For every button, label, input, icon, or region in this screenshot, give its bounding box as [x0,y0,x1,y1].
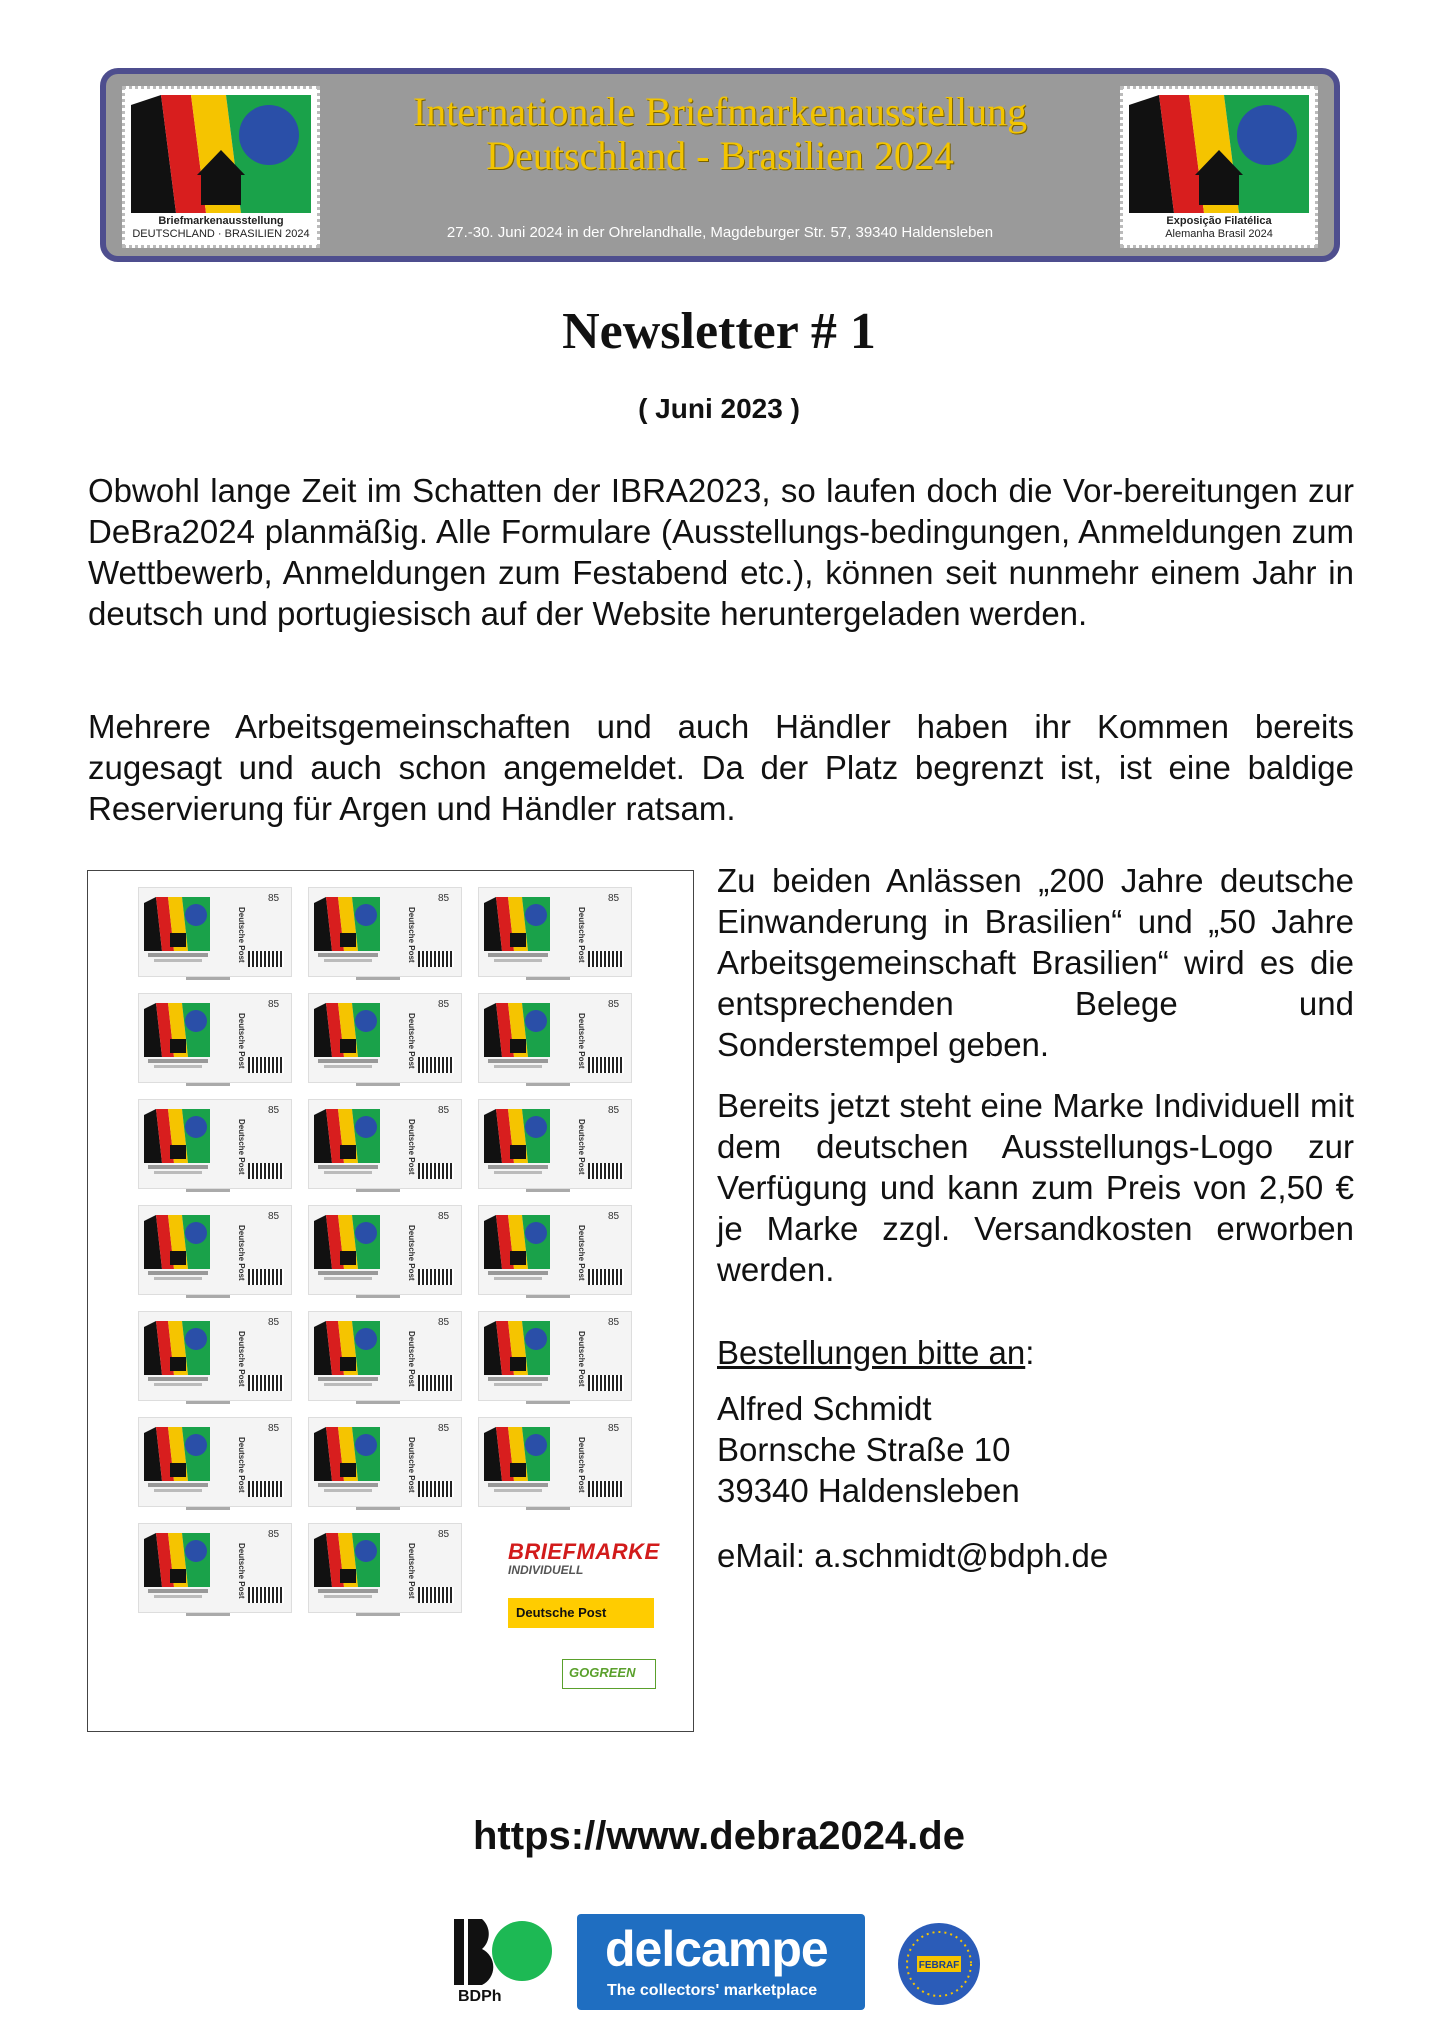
stamp-caption-bar [148,1165,208,1169]
individual-stamp [478,1311,630,1407]
stamp-art-image [144,1427,210,1481]
stamp-value: 85 [268,1529,280,1540]
dealers-paragraph: Mehrere Arbeitsgemeinschaften und auch Händler haben ihr Kommen bereits zugesagt und auch schon angemeldet. Da der Platz begrenzt ist, ist eine baldige Reservierung für Argen und Händler ratsam. [88,708,1354,827]
address-street: Bornsche Straße 10 [717,1431,1011,1468]
individual-stamp [138,1311,290,1407]
individual-stamp [138,1523,290,1619]
individual-stamp [138,887,290,983]
stamp-offer-paragraph: Bereits jetzt steht eine Marke Individuell mit dem deutschen Ausstellungs-Logo zur Verfügung und kann zum Preis von 2,50 € je Marke zzgl. Versandkosten erworben werden. [717,1087,1354,1288]
left-exhibition-stamp [122,86,320,248]
orders-label: Bestellungen bitte an [717,1334,1026,1371]
stamp-caption-bar [154,1595,202,1598]
delcampe-logo [577,1914,865,2010]
stamp-issuer: Deutsche Post [237,1013,246,1069]
stamp-matrix-code [588,1163,624,1179]
right-stamp-caption-2: Alemanha Brasil 2024 [1165,228,1273,240]
stamp-value: 85 [268,893,280,904]
stamp-issuer: Deutsche Post [237,1331,246,1387]
right-exhibition-stamp [1120,86,1318,248]
banner-title [336,90,1104,178]
stamp-art-image [144,1003,210,1057]
brand-line-1: BRIEFMARKE [508,1539,660,1564]
stamp-footer-text [186,1507,230,1510]
website-url[interactable]: https://www.debra2024.de [473,1814,965,1858]
stamp-matrix-code [418,1057,454,1073]
address-name: Alfred Schmidt [717,1390,932,1427]
right-stamp-caption-1: Exposição Filatélica [1166,215,1272,227]
email-line[interactable]: eMail: a.schmidt@bdph.de [717,1537,1109,1574]
stamp-issuer: Deutsche Post [577,1331,586,1387]
stamp-footer-text [186,1295,230,1298]
stamp-issuer: Deutsche Post [577,1437,586,1493]
individual-stamp [138,1205,290,1301]
stamp-footer-text [356,1189,400,1192]
postal-address [717,1388,1354,1511]
stamp-caption-bar [318,1589,378,1593]
stamp-caption-bar [154,1065,202,1068]
stamp-value: 85 [268,1105,280,1116]
stamp-value: 85 [438,1211,450,1222]
stamp-sheet-image [87,870,694,1732]
stamp-value: 85 [268,1317,280,1328]
left-stamp-caption-1: Briefmarkenausstellung [158,215,284,227]
stamp-value: 85 [438,1529,450,1540]
stamp-caption-bar [318,953,378,957]
gogreen-logo [562,1659,656,1689]
stamp-value: 85 [608,1423,620,1434]
gogreen-text: GOGREEN [569,1665,636,1680]
stamp-caption-bar [154,1171,202,1174]
stamp-issuer: Deutsche Post [577,1013,586,1069]
individual-stamp [138,1099,290,1195]
exhibition-banner [100,68,1340,262]
stamp-caption-bar [488,953,548,957]
brand-line-2: INDIVIDUELL [508,1563,584,1577]
stamp-matrix-code [588,1375,624,1391]
orders-colon: : [1025,1334,1035,1371]
stamp-art-image [484,1321,550,1375]
stamp-issuer: Deutsche Post [407,1331,416,1387]
stamp-caption-bar [494,1489,542,1492]
deutsche-post-text: Deutsche Post [516,1605,607,1620]
stamp-issuer: Deutsche Post [237,1119,246,1175]
stamp-caption-bar [154,959,202,962]
stamp-issuer: Deutsche Post [407,907,416,963]
stamp-art-image [314,1533,380,1587]
stamp-value: 85 [608,1105,620,1116]
stamp-matrix-code [588,1057,624,1073]
stamp-caption-bar [324,1595,372,1598]
stamp-matrix-code [588,1481,624,1497]
stamp-art-image [314,1215,380,1269]
stamp-matrix-code [418,1481,454,1497]
individual-stamp [478,993,630,1089]
stamp-caption-bar [148,1271,208,1275]
stamp-art-image [314,1003,380,1057]
stamp-art-image [144,1321,210,1375]
stamp-footer-text [356,1295,400,1298]
stamp-footer-text [526,1401,570,1404]
stamp-issuer: Deutsche Post [237,907,246,963]
stamp-matrix-code [248,1057,284,1073]
stamp-art-image [484,1427,550,1481]
stamp-footer-text [186,1083,230,1086]
stamp-caption-bar [148,1059,208,1063]
orders-heading [717,1332,1354,1373]
newsletter-title: Newsletter # 1 [562,303,876,360]
stamp-caption-bar [318,1271,378,1275]
stamp-caption-bar [154,1383,202,1386]
anniversary-paragraph: Zu beiden Anlässen „200 Jahre deutsche Einwanderung in Brasilien“ und „50 Jahre Arbeitsgemeinschaft Brasilien“ wird es die entsprechenden Belege und Sonderstempel geben. [717,862,1354,1063]
stamp-footer-text [356,1613,400,1616]
stamp-matrix-code [588,951,624,967]
individual-stamp [138,993,290,1089]
stamp-caption-bar [324,1065,372,1068]
stamp-matrix-code [248,1163,284,1179]
stamp-art-image [144,1215,210,1269]
stamp-art-image [144,1533,210,1587]
address-city: 39340 Haldensleben [717,1472,1020,1509]
stamp-caption-bar [318,1483,378,1487]
banner-title-line-1: Internationale Briefmarkenausstellung [412,89,1028,134]
stamp-issuer: Deutsche Post [577,1119,586,1175]
stamp-caption-bar [148,953,208,957]
stamp-issuer: Deutsche Post [407,1013,416,1069]
stamp-issuer: Deutsche Post [237,1225,246,1281]
stamp-issuer: Deutsche Post [407,1225,416,1281]
stamp-caption-bar [318,1059,378,1063]
stamp-footer-text [186,1613,230,1616]
stamp-issuer: Deutsche Post [407,1119,416,1175]
stamp-art-image [314,1109,380,1163]
stamp-caption-bar [148,1483,208,1487]
stamp-footer-text [526,1507,570,1510]
stamp-footer-text [186,1189,230,1192]
stamp-footer-text [526,977,570,980]
stamp-art-image [484,1003,550,1057]
delcampe-name: delcampe [605,1921,828,1977]
stamp-footer-text [526,1189,570,1192]
stamp-caption-bar [148,1589,208,1593]
stamp-matrix-code [418,1587,454,1603]
newsletter-date: ( Juni 2023 ) [638,393,800,424]
stamp-value: 85 [268,1423,280,1434]
individual-stamp [478,1205,630,1301]
individual-stamp [308,887,460,983]
stamp-caption-bar [488,1377,548,1381]
stamp-value: 85 [608,1317,620,1328]
stamp-matrix-code [418,1163,454,1179]
stamp-caption-bar [324,1489,372,1492]
stamp-value: 85 [608,1211,620,1222]
flag-collage-image [131,95,311,213]
stamp-matrix-code [248,1375,284,1391]
banner-title-line-2: Deutschland - Brasilien 2024 [486,133,954,178]
stamp-caption-bar [494,1171,542,1174]
stamp-art-image [484,1109,550,1163]
individual-stamp [308,1205,460,1301]
flag-collage-image [1129,95,1309,213]
stamp-caption-bar [318,1165,378,1169]
stamp-caption-bar [488,1483,548,1487]
stamp-value: 85 [438,1423,450,1434]
individual-stamp [478,1099,630,1195]
stamp-footer-text [356,1401,400,1404]
stamp-value: 85 [438,999,450,1010]
stamp-matrix-code [248,1481,284,1497]
bdph-text: BDPh [458,1988,502,2005]
individual-stamp [138,1417,290,1513]
stamp-art-image [484,897,550,951]
stamp-matrix-code [418,1269,454,1285]
stamp-issuer: Deutsche Post [407,1437,416,1493]
stamp-matrix-code [588,1269,624,1285]
stamp-caption-bar [318,1377,378,1381]
stamp-art-image [484,1215,550,1269]
stamp-footer-text [356,977,400,980]
stamp-value: 85 [438,1317,450,1328]
stamp-issuer: Deutsche Post [407,1543,416,1599]
stamp-caption-bar [494,1277,542,1280]
stamp-issuer: Deutsche Post [237,1543,246,1599]
stamp-caption-bar [324,1383,372,1386]
individual-stamp [308,1099,460,1195]
stamp-art-image [144,897,210,951]
stamp-value: 85 [268,999,280,1010]
delcampe-tagline: The collectors' marketplace [607,1982,818,1999]
stamp-caption-bar [324,959,372,962]
stamp-caption-bar [154,1277,202,1280]
stamp-caption-bar [494,1065,542,1068]
stamp-caption-bar [494,959,542,962]
stamp-caption-bar [148,1377,208,1381]
stamp-matrix-code [248,951,284,967]
deutsche-post-logo [508,1598,654,1628]
stamp-value: 85 [608,893,620,904]
stamp-caption-bar [154,1489,202,1492]
stamp-value: 85 [608,999,620,1010]
stamp-art-image [314,897,380,951]
stamp-art-image [314,1321,380,1375]
stamp-footer-text [526,1295,570,1298]
individual-stamp [308,993,460,1089]
stamp-art-image [144,1109,210,1163]
stamp-issuer: Deutsche Post [577,907,586,963]
intro-paragraph: Obwohl lange Zeit im Schatten der IBRA2023, so laufen doch die Vor-bereitungen zur DeBra2024 planmäßig. Alle Formulare (Ausstellungs-bedingungen, Anmeldungen zum Wettbewerb, Anmeldungen zum Festabend etc.), können seit nunmehr einem Jahr in deutsch und portugiesisch auf der Website heruntergeladen werden. [88,472,1354,632]
febraf-text: FEBRAF [918,1960,960,1971]
briefmarke-individuell-logo [508,1539,660,1577]
individual-stamp [478,1417,630,1513]
individual-stamp [308,1523,460,1619]
individual-stamp [308,1417,460,1513]
stamp-footer-text [356,1083,400,1086]
stamp-issuer: Deutsche Post [577,1225,586,1281]
stamp-caption-bar [488,1165,548,1169]
stamp-footer-text [526,1083,570,1086]
stamp-value: 85 [438,893,450,904]
stamp-caption-bar [488,1059,548,1063]
stamp-matrix-code [248,1269,284,1285]
stamp-matrix-code [418,1375,454,1391]
individual-stamp [478,887,630,983]
stamp-footer-text [186,977,230,980]
stamp-value: 85 [268,1211,280,1222]
stamp-matrix-code [418,951,454,967]
stamp-matrix-code [248,1587,284,1603]
stamp-caption-bar [494,1383,542,1386]
stamp-value: 85 [438,1105,450,1116]
left-stamp-caption-2: DEUTSCHLAND · BRASILIEN 2024 [132,228,310,240]
febraf-logo [897,1922,981,2006]
stamp-caption-bar [324,1171,372,1174]
stamp-caption-bar [324,1277,372,1280]
stamp-footer-text [356,1507,400,1510]
stamp-caption-bar [488,1271,548,1275]
banner-subtitle: 27.-30. Juni 2024 in der Ohrelandhalle, Magdeburger Str. 57, 39340 Haldensleben [446,224,994,241]
stamp-art-image [314,1427,380,1481]
stamp-footer-text [186,1401,230,1404]
individual-stamp [308,1311,460,1407]
stamp-issuer: Deutsche Post [237,1437,246,1493]
